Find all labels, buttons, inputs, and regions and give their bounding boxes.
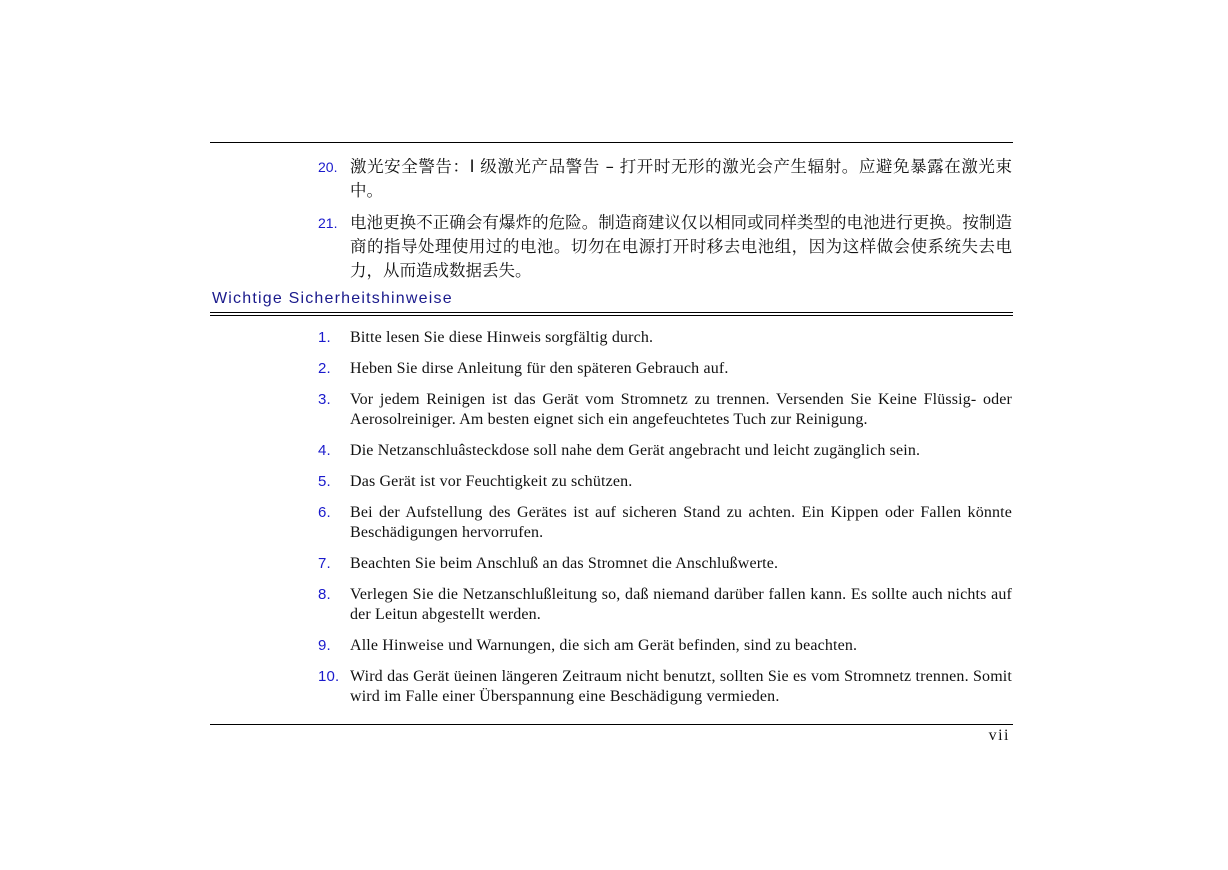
item-text: Die Netzanschluâsteckdose soll nahe dem Gerät angebracht und leicht zugänglich sein.: [350, 442, 921, 459]
section-rule: [210, 315, 1013, 316]
item-number: 6.: [318, 504, 331, 521]
item-number: 9.: [318, 637, 331, 654]
item-number: 8.: [318, 586, 331, 603]
section-rule: [210, 312, 1013, 313]
list-item: [318, 328, 1012, 348]
list-item: [318, 155, 1012, 203]
list-item: [318, 667, 1012, 707]
item-text: Bei der Aufstellung des Gerätes ist auf sicheren Stand zu achten. Ein Kippen oder Fallen könnte Beschädigungen hervorrufen.: [350, 504, 1012, 541]
list-item: [318, 554, 1012, 574]
list-item: [318, 472, 1012, 492]
item-number: 4.: [318, 442, 331, 459]
list-item: [318, 390, 1012, 430]
chinese-notice-list: [318, 155, 1012, 291]
list-item: [318, 503, 1012, 543]
german-notice-list: [318, 328, 1012, 718]
section-heading: Wichtige Sicherheitshinweise: [212, 290, 453, 307]
page-number: vii: [988, 727, 1010, 744]
item-number: 20.: [318, 159, 338, 175]
list-item: [318, 211, 1012, 283]
item-number: 2.: [318, 360, 331, 377]
item-text: Bitte lesen Sie diese Hinweis sorgfältig durch.: [350, 329, 654, 346]
item-text: Vor jedem Reinigen ist das Gerät vom Stromnetz zu trennen. Versenden Sie Keine Flüssig- oder Aerosolreiniger. Am besten eignet sich ein angefeuchtetes Tuch zur Reinigung.: [350, 391, 1012, 428]
list-item: [318, 585, 1012, 625]
item-text: Alle Hinweise und Warnungen, die sich am Gerät befinden, sind zu beachten.: [350, 637, 858, 654]
item-text: Verlegen Sie die Netzanschlußleitung so, daß niemand darüber fallen kann. Es sollte auch nichts auf der Leitun abgestellt werden.: [350, 586, 1012, 623]
list-item: [318, 359, 1012, 379]
item-text: Heben Sie dirse Anleitung für den späteren Gebrauch auf.: [350, 360, 729, 377]
item-number: 3.: [318, 391, 331, 408]
item-number: 21.: [318, 215, 338, 231]
list-item: [318, 441, 1012, 461]
item-text: 电池更换不正确会有爆炸的危险。制造商建议仅以相同或同样类型的电池进行更换。按制造商的指导处理使用过的电池。切勿在电源打开时移去电池组，因为这样做会使系统失去电力，从而造成数据丢失。: [350, 213, 1012, 280]
item-number: 7.: [318, 555, 331, 572]
top-rule: [210, 142, 1013, 143]
item-text: 激光安全警告：I 级激光产品警告 – 打开时无形的激光会产生辐射。应避免暴露在激光束中。: [350, 157, 1012, 200]
item-number: 1.: [318, 329, 331, 346]
item-number: 5.: [318, 473, 331, 490]
item-text: Wird das Gerät üeinen längeren Zeitraum nicht benutzt, sollten Sie es vom Stromnetz trennen. Somit wird im Falle einer Überspannung eine Beschädigung vermieden.: [350, 668, 1012, 705]
item-text: Das Gerät ist vor Feuchtigkeit zu schützen.: [350, 473, 633, 490]
item-number: 10.: [318, 668, 340, 685]
bottom-rule: [210, 724, 1013, 725]
list-item: [318, 636, 1012, 656]
item-text: Beachten Sie beim Anschluß an das Stromnet die Anschlußwerte.: [350, 555, 779, 572]
